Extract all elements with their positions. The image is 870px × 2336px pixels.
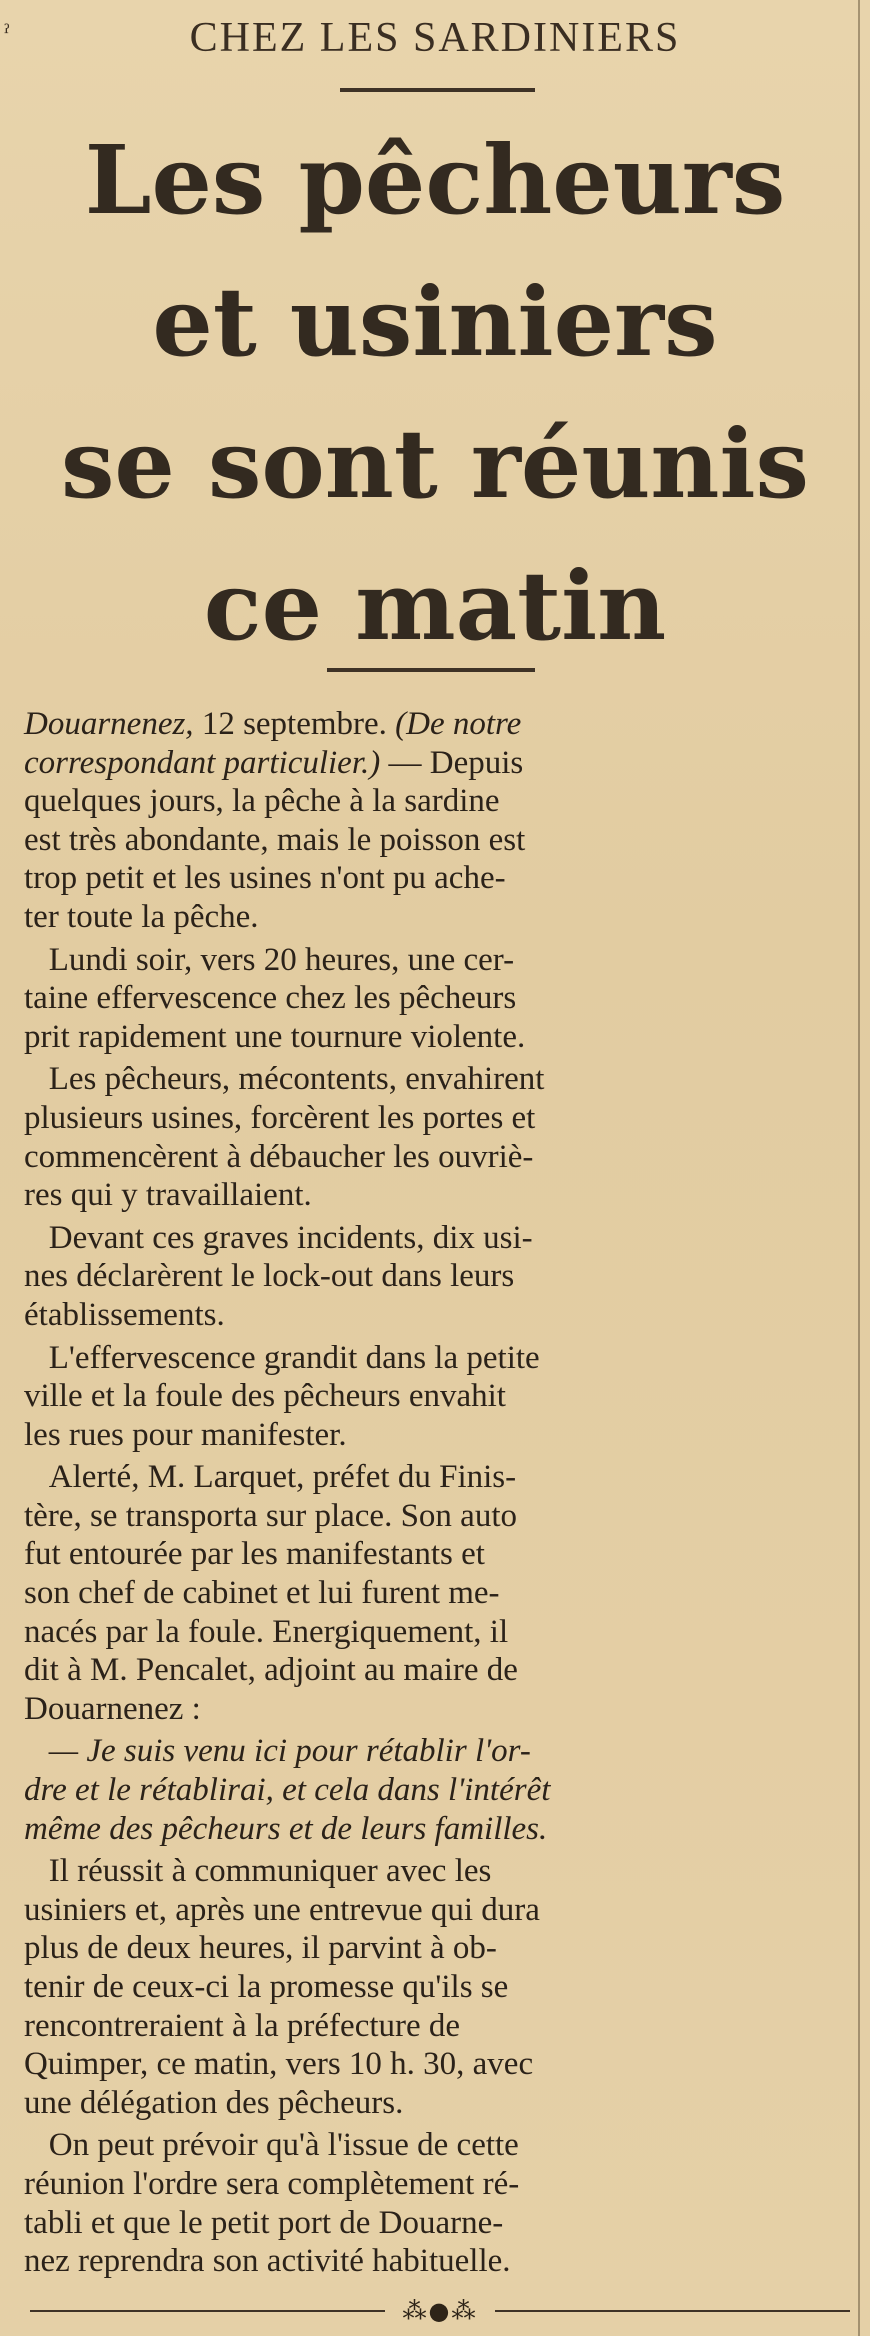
text-line: dre et le rétablirai, et cela dans l'intérêt	[24, 1772, 551, 1809]
headline	[0, 110, 870, 678]
text-line: même des pêcheurs et de leurs familles.	[24, 1810, 548, 1847]
text-line: nez reprendra son activité habituelle.	[24, 2243, 511, 2280]
text-line: nes déclarèrent le lock-out dans leurs	[24, 1258, 515, 1295]
headline-line: et usiniers	[152, 267, 718, 378]
text-line: tabli et que le petit port de Douarne-	[24, 2204, 504, 2241]
headline-line: Les pêcheurs	[84, 125, 786, 236]
byline-note-cont: correspondant particulier.)	[24, 744, 381, 781]
section-kicker: CHEZ LES SARDINIERS	[189, 15, 681, 61]
headline-rule	[327, 668, 535, 672]
text-line: prit rapidement une tournure violente.	[24, 1018, 526, 1055]
text-line: dit à M. Pencalet, adjoint au maire de	[24, 1652, 518, 1689]
text-line: une délégation des pêcheurs.	[24, 2084, 404, 2121]
text-line: est très abondante, mais le poisson est	[24, 821, 526, 858]
text-line: L'effervescence grandit dans la petite	[24, 1339, 540, 1376]
text-line: plus de deux heures, il parvint à ob-	[24, 1930, 497, 1967]
quote-paragraph	[24, 1732, 846, 1848]
text-line: établissements.	[24, 1296, 225, 1333]
paragraph	[24, 1852, 846, 2122]
paragraph	[24, 2126, 846, 2280]
text-line: On peut prévoir qu'à l'issue de cette	[24, 2127, 519, 2164]
headline-line: ce matin	[203, 551, 667, 662]
paragraph	[24, 1339, 846, 1455]
paragraph	[24, 1060, 846, 1214]
text-line: Douarnenez, 12 septembre. (De notre	[24, 706, 522, 742]
paragraph	[24, 1458, 846, 1728]
text-line: les rues pour manifester.	[24, 1416, 347, 1453]
text-line: Quimper, ce matin, vers 10 h. 30, avec	[24, 2046, 534, 2083]
text-line: Devant ces graves incidents, dix usi-	[24, 1219, 533, 1256]
text-line: ville et la foule des pêcheurs envahit	[24, 1378, 506, 1415]
byline-note: (De notre	[395, 706, 522, 742]
text-line: nacés par la foule. Energiquement, il	[24, 1613, 509, 1650]
text-line: ter toute la pêche.	[24, 898, 259, 935]
text-line: Douarnenez :	[24, 1690, 201, 1727]
text-line: Lundi soir, vers 20 heures, une cer-	[24, 941, 515, 978]
text-line: fut entourée par les manifestants et	[24, 1536, 485, 1573]
text-line: correspondant particulier.) — Depuis	[24, 744, 524, 781]
text-line: quelques jours, la pêche à la sardine	[24, 783, 500, 820]
text-line: trop petit et les usines n'ont pu ache-	[24, 860, 506, 897]
text-line: usiniers et, après une entrevue qui dura	[24, 1891, 540, 1928]
text-line: Alerté, M. Larquet, préfet du Finis-	[24, 1459, 517, 1496]
text-line: tère, se transporta sur place. Son auto	[24, 1497, 518, 1534]
text-line: réunion l'ordre sera complètement ré-	[24, 2165, 520, 2202]
paragraph	[24, 1219, 846, 1335]
text-line: Il réussit à communiquer avec les	[24, 1853, 492, 1890]
dateline-place: Douarnenez,	[24, 706, 194, 742]
end-ornament: ⁂●⁂	[385, 2296, 495, 2326]
paragraph	[24, 705, 846, 937]
text-line: res qui y travaillaient.	[24, 1177, 312, 1214]
kicker-rule	[340, 88, 535, 92]
text-line: plusieurs usines, forcèrent les portes et	[24, 1099, 536, 1136]
article-body	[24, 705, 846, 2281]
edge-mark: ˀ	[4, 22, 11, 47]
text-line: Les pêcheurs, mécontents, envahirent	[24, 1061, 545, 1098]
text-line: tenir de ceux-ci la promesse qu'ils se	[24, 1969, 509, 2005]
text-line: rencontreraient à la préfecture de	[24, 2007, 461, 2044]
paragraph	[24, 941, 846, 1057]
text-line: son chef de cabinet et lui furent me-	[24, 1575, 500, 1612]
headline-line: se sont réunis	[60, 409, 810, 520]
text-line: taine effervescence chez les pêcheurs	[24, 980, 517, 1017]
text-line: — Je suis venu ici pour rétablir l'or-	[24, 1733, 531, 1770]
text-line: commencèrent à débaucher les ouvriè-	[24, 1138, 534, 1175]
